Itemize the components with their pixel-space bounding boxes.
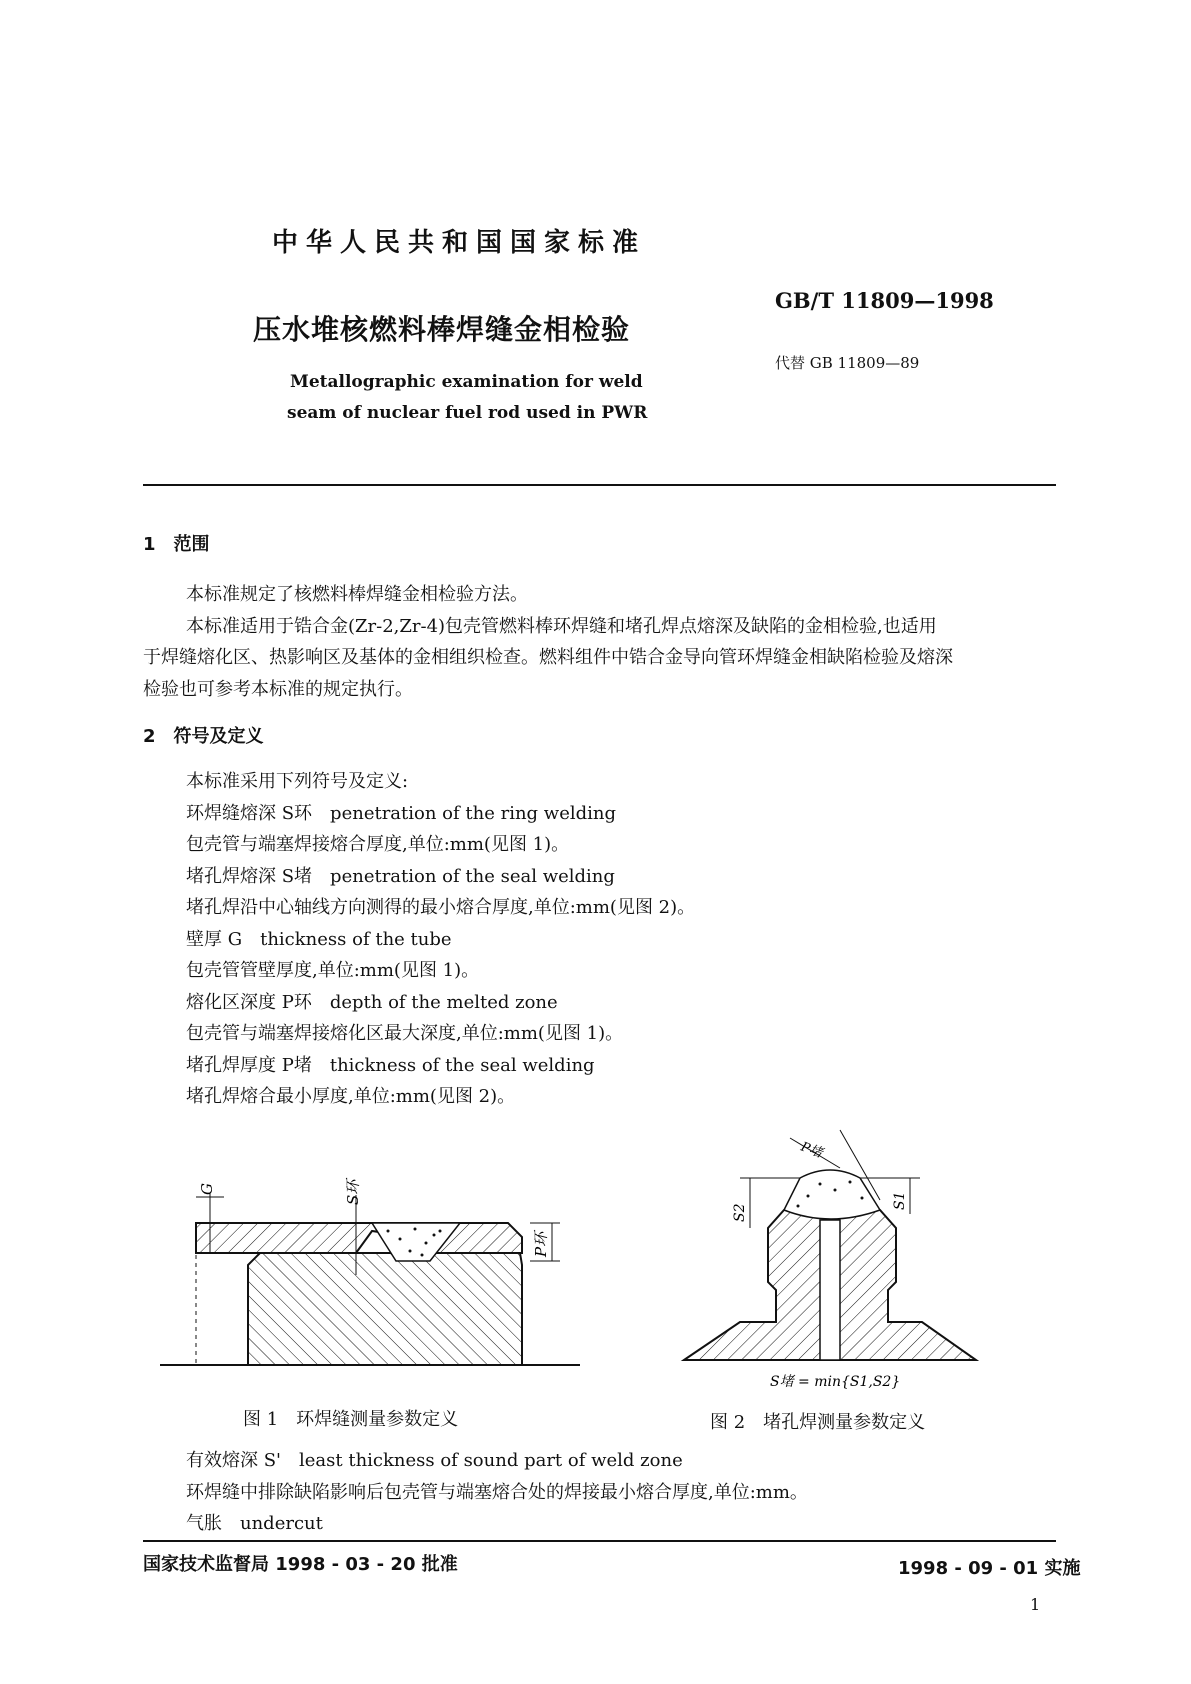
figure-2-label-p: P堵 (798, 1139, 825, 1162)
national-standard-heading: 中华人民共和国国家标准 (272, 228, 647, 258)
figure-2-seal-weld-diagram (680, 1110, 980, 1390)
standard-code: GB/T 11809—1998 (775, 288, 994, 313)
figure-1-label-p: P环 (532, 1231, 550, 1257)
definition-line: 本标准采用下列符号及定义: (186, 771, 409, 792)
figure-1-label-s: S环 (344, 1179, 362, 1205)
document-title: 压水堆核燃料棒焊缝金相检验 (253, 313, 631, 346)
section-2-heading: 2 符号及定义 (143, 726, 264, 747)
figure-2-label-s2: S2 (732, 1203, 748, 1222)
figure-1-label-g: G (198, 1183, 216, 1195)
definition-line: 熔化区深度 P环 depth of the melted zone (186, 992, 558, 1013)
figure-2-formula: S堵 = min{S1,S2} (770, 1374, 901, 1390)
section-1-paragraph: 检验也可参考本标准的规定执行。 (143, 679, 413, 700)
section-1-paragraph: 本标准规定了核燃料棒焊缝金相检验方法。 (186, 584, 528, 605)
page-number: 1 (1030, 1595, 1041, 1614)
header-divider (143, 484, 1056, 486)
section-1-paragraph: 于焊缝熔化区、热影响区及基体的金相组织检查。燃料组件中锆合金导向管环焊缝金相缺陷检验及熔深 (143, 647, 953, 668)
definition-line: 堵孔焊熔合最小厚度,单位:mm(见图 2)。 (186, 1086, 516, 1107)
figure-2-label-s1: S1 (892, 1191, 908, 1210)
definition-line: 堵孔焊厚度 P堵 thickness of the seal welding (186, 1055, 595, 1076)
definition-line: 包壳管与端塞焊接熔化区最大深度,单位:mm(见图 1)。 (186, 1023, 624, 1044)
definition-line: 气胀 undercut (186, 1513, 323, 1534)
section-1-heading: 1 范围 (143, 534, 210, 555)
definition-line: 环焊缝熔深 S环 penetration of the ring welding (186, 803, 617, 824)
definition-line: 堵孔焊熔深 S堵 penetration of the seal welding (186, 866, 615, 887)
definition-line: 包壳管管壁厚度,单位:mm(见图 1)。 (186, 960, 480, 981)
section-1-paragraph: 本标准适用于锆合金(Zr-2,Zr-4)包壳管燃料棒环焊缝和堵孔焊点熔深及缺陷的金相检验,也适用 (186, 616, 937, 637)
english-title-line1: Metallographic examination for weld (290, 372, 643, 392)
figure-1-ring-weld-diagram (160, 1165, 580, 1380)
english-title-line2: seam of nuclear fuel rod used in PWR (287, 403, 648, 423)
figure-2-caption: 图 2 堵孔焊测量参数定义 (710, 1412, 926, 1433)
replaces-code: 代替 GB 11809—89 (775, 354, 920, 372)
definition-line: 壁厚 G thickness of the tube (186, 929, 452, 950)
definition-line: 堵孔焊沿中心轴线方向测得的最小熔合厚度,单位:mm(见图 2)。 (186, 897, 696, 918)
definition-line: 有效熔深 S' least thickness of sound part of weld zone (186, 1450, 683, 1471)
approval-date: 国家技术监督局 1998 - 03 - 20 批准 (143, 1554, 458, 1575)
definition-line: 包壳管与端塞焊接熔合厚度,单位:mm(见图 1)。 (186, 834, 570, 855)
definition-line: 环焊缝中排除缺陷影响后包壳管与端塞熔合处的焊接最小熔合厚度,单位:mm。 (186, 1482, 808, 1503)
implementation-date: 1998 - 09 - 01 实施 (898, 1558, 1081, 1579)
footer-divider (143, 1540, 1056, 1542)
figure-1-caption: 图 1 环焊缝测量参数定义 (243, 1409, 459, 1430)
